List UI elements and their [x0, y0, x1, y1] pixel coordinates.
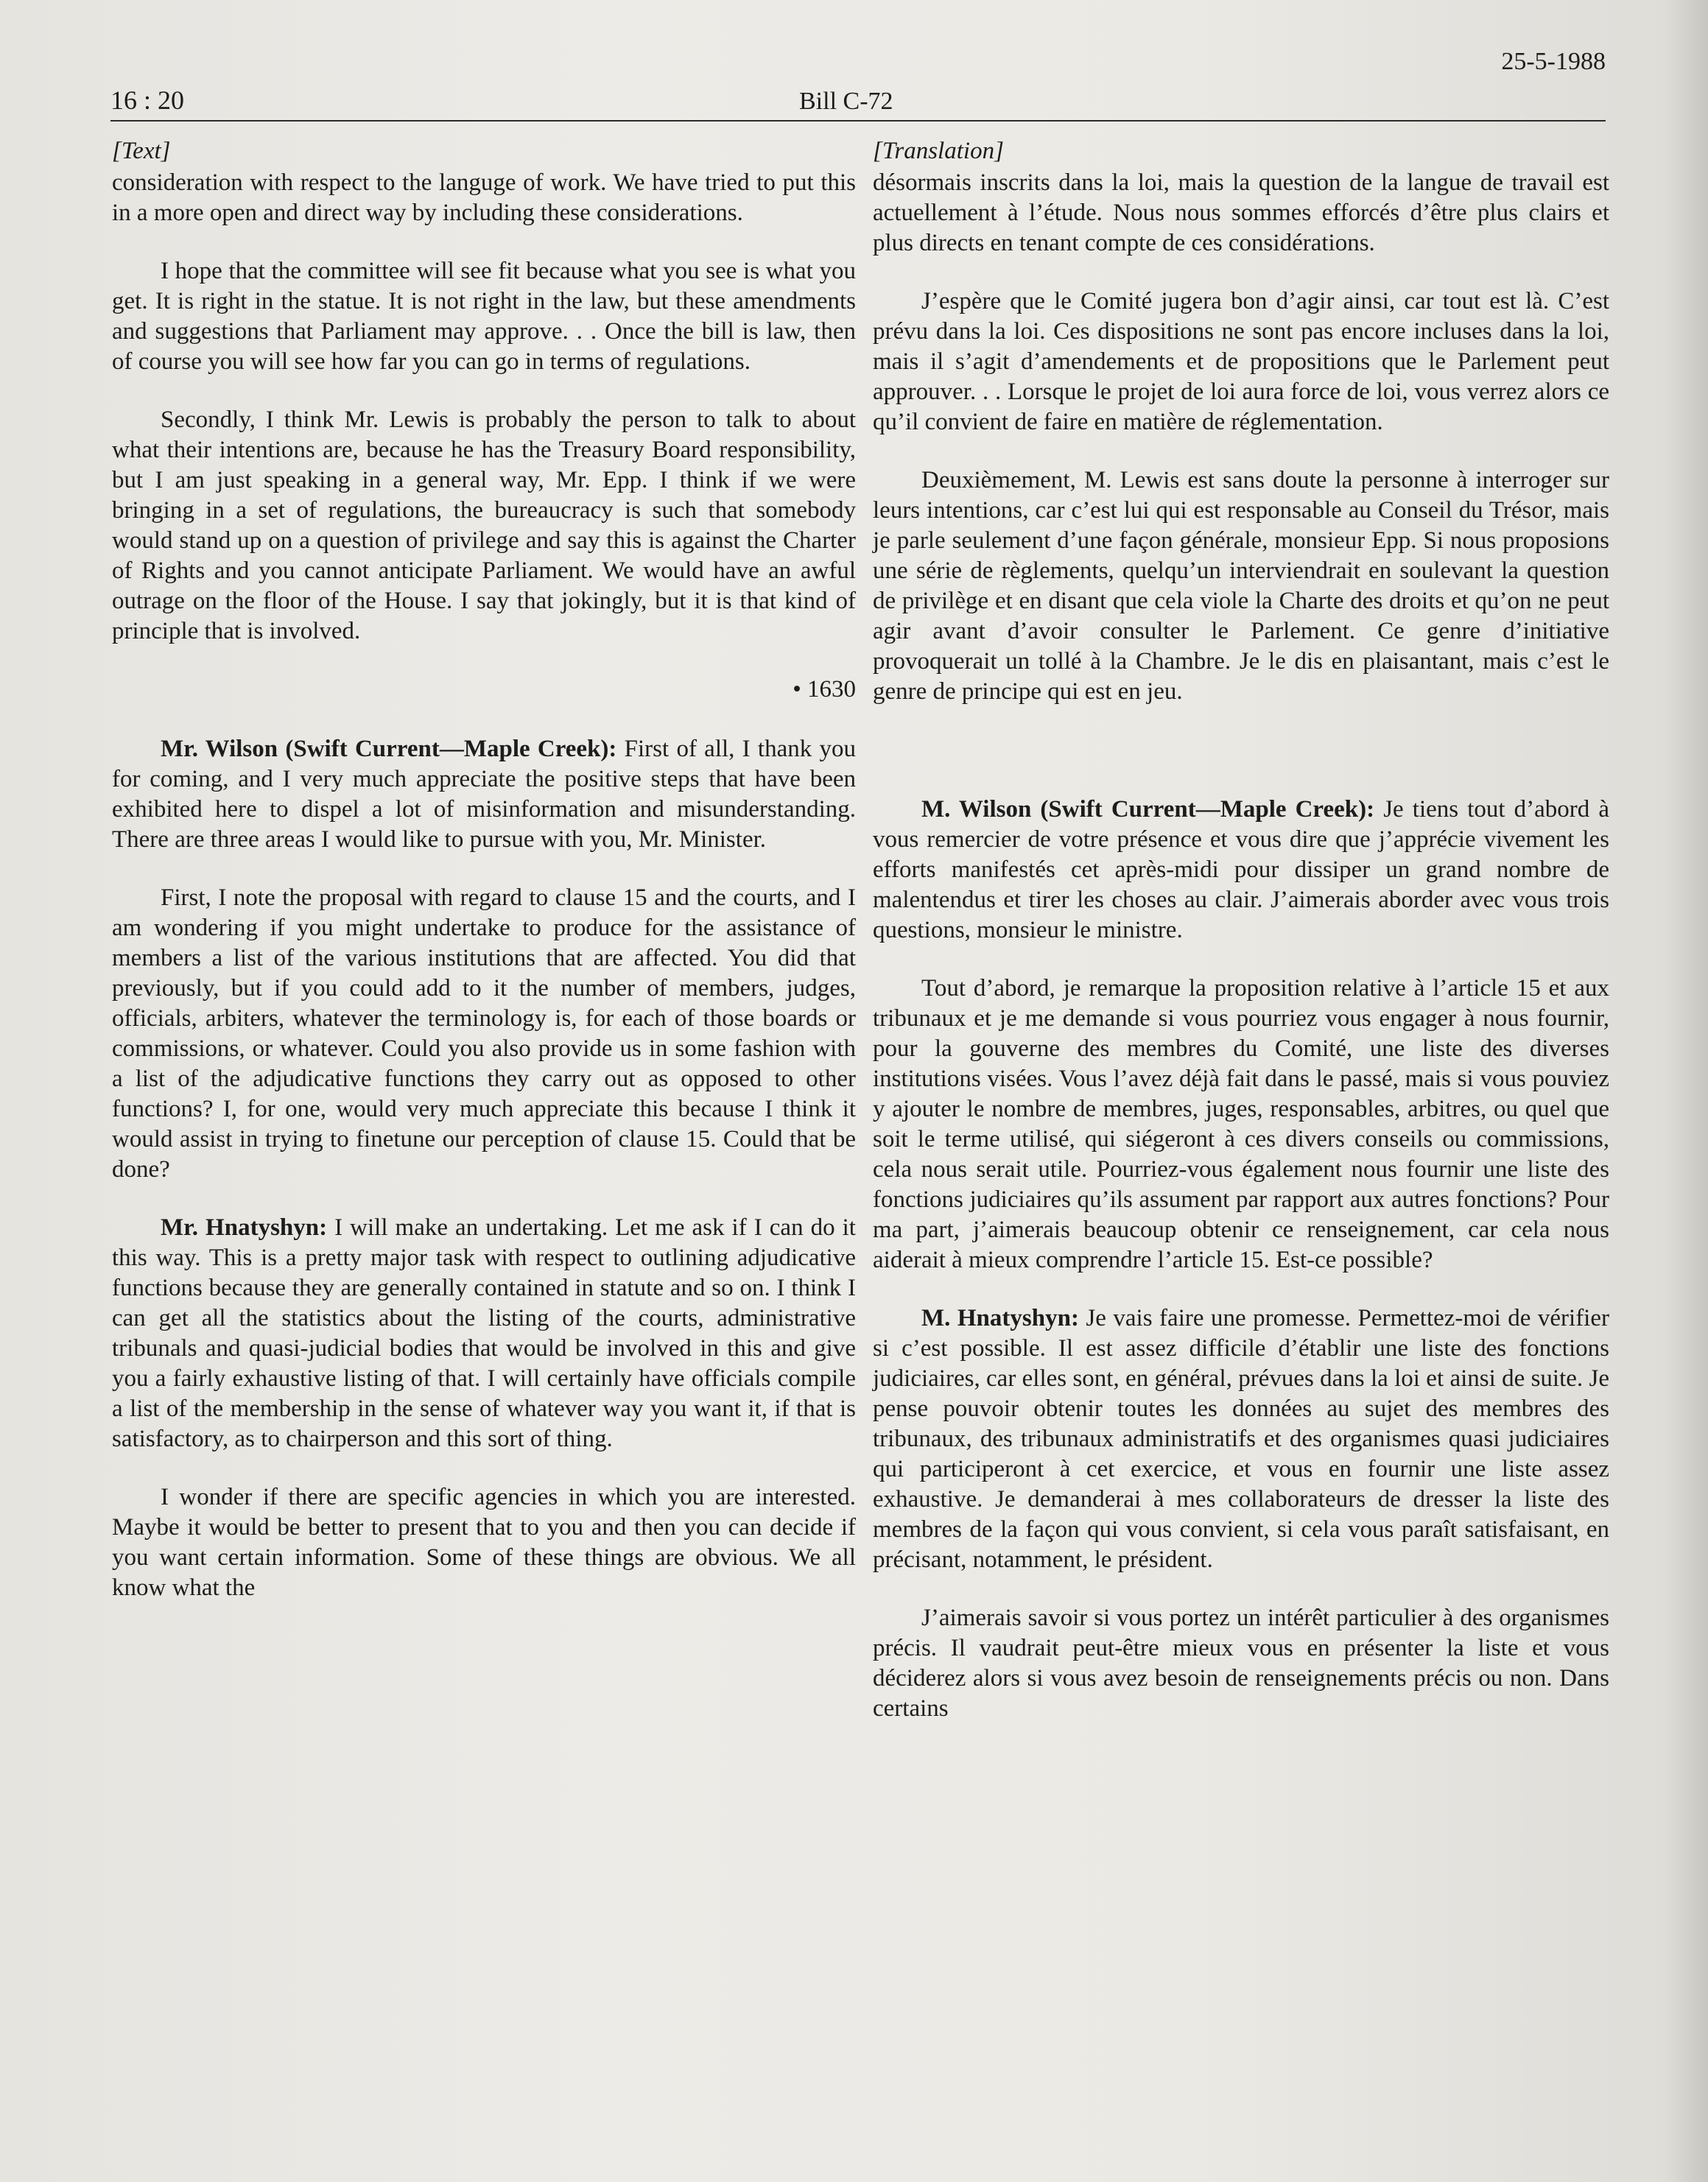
speaker-name: Mr. Wilson (Swift Current—Maple Creek): [161, 736, 617, 762]
paragraph: Tout d’abord, je remarque la proposition relative à l’article 15 et aux tribunaux et je me demande si vous pourriez vous engager à nous fournir, pour la gouverne des membres du Comité, une liste des diverses institutions visées. Vous l’avez déjà fait dans le passé, mais si vous pouviez y ajouter le nombre de membres, juges, responsables, arbitres, ou quel que soit le terme utilisé, qui siégeront à ces divers conseils ou commissions, cela nous serait utile. Pourriez-vous également nous fournir une liste des fonctions judiciaires qu’ils assument par rapport aux autres fonctions? Pour ma part, j’aimerais beaucoup obtenir ce renseignement, car cela nous aiderait à mieux comprendre l’article 15. Est-ce possible? [873, 975, 1609, 1273]
paragraph: Deuxièmement, M. Lewis est sans doute la personne à interroger sur leurs intentions, car c’est lui qui est responsable au Conseil du Trésor, mais je parle seulement d’une façon générale, monsieur Epp. Si nous proposions une série de règlements, quelqu’un interviendrait en soulevant la question de privilège et en disant que cela viole la Charte des droits et qu’on ne peut agir avant d’avoir consulter le Parlement. Ce genre d’initiative provoquerait un tollé à la Chambre. Je le dis en plaisantant, mais c’est le genre de principe qui est en jeu. [873, 467, 1609, 705]
translation-label: [Translation] [873, 138, 1004, 164]
bill-title: Bill C-72 [799, 88, 893, 115]
speech-text: Je vais faire une promesse. Permettez-moi de vérifier si c’est possible. Il est assez difficile d’établir une liste des fonctions judiciaires, car elles sont, en général, prévues dans la loi et ainsi de suite. Je pense pouvoir obtenir toutes les données au sujet des membres des tribunaux, des tribunaux administratifs et des organismes quasi judiciaires qui participeront à cet exercice, et vous en fournir une liste assez exhaustive. Je demanderai à mes collaborateurs de dresser la liste des membres de la façon qui vous convient, si cela vous paraît satisfaisant, en précisant, notamment, le président. [873, 1305, 1609, 1573]
paragraph: J’aimerais savoir si vous portez un intérêt particulier à des organismes précis. Il vaudrait peut-être mieux vous en présenter la liste et vous déciderez alors si vous avez besoin de renseignements précis ou non. Dans certains [873, 1605, 1609, 1722]
page-edge-shadow [1664, 0, 1708, 2182]
french-column [873, 136, 1609, 1752]
page-header [110, 48, 1606, 122]
speaker-name: M. Wilson (Swift Current—Maple Creek): [921, 796, 1375, 823]
paragraph: désormais inscrits dans la loi, mais la question de la langue de travail est actuellement à l’étude. Nous nous sommes efforcés d’être plus clairs et plus directs en tenant compte de ces considérations. [873, 169, 1609, 256]
paragraph: J’espère que le Comité jugera bon d’agir ainsi, car tout est là. C’est prévu dans la loi. Ces dispositions ne sont pas encore incluses dans la loi, mais il s’agit d’amendements et de propositions que le Parlement peut approuver. . . Lorsque le projet de loi aura force de loi, vous verrez alors ce qu’il convient de faire en matière de réglementation. [873, 288, 1609, 435]
speech-text: Je tiens tout d’abord à vous remercier de votre présence et vous dire que j’apprécie vivement les efforts manifestés cet après-midi pour dissiper un grand nombre de malentendus et tirer les choses au clair. J’aimerais aborder avec vous trois questions, monsieur le ministre. [873, 796, 1609, 943]
paragraph: consideration with respect to the languge of work. We have tried to put this in a more open and direct way by including these considerations. [112, 169, 856, 226]
speech-paragraph [873, 1303, 1609, 1575]
header-rule [110, 120, 1606, 122]
speaker-name: M. Hnatyshyn: [921, 1305, 1079, 1331]
page-date: 25-5-1988 [1501, 48, 1606, 75]
text-label: [Text] [112, 138, 171, 164]
paragraph: First, I note the proposal with regard to clause 15 and the courts, and I am wondering if you might undertake to produce for the assistance of members a list of the various institutions that are affected. You did that previously, but if you could add to it the number of members, judges, officials, arbiters, whatever the terminology is, for each of those boards or commissions, or whatever. Could you also provide us in some fashion with a list of the adjudicative functions they carry out as opposed to other functions? I, for one, would very much appreciate this because I think it would assist in trying to finetune our perception of clause 15. Could that be done? [112, 884, 856, 1183]
time-marker: • 1630 [793, 676, 856, 703]
speech-paragraph [873, 795, 1609, 946]
paragraph: I hope that the committee will see fit because what you see is what you get. It is right in the statue. It is not right in the law, but these amendments and suggestions that Parliament may approve. . . Once the bill is law, then of course you will see how far you can go in terms of regulations. [112, 258, 856, 375]
english-column [112, 136, 856, 1631]
speech-text: First of all, I thank you for coming, and I very much appreciate the positive steps that have been exhibited here to dispel a lot of misinformation and misunderstanding. There are three areas I would like to pursue with you, Mr. Minister. [112, 736, 856, 853]
paragraph: Secondly, I think Mr. Lewis is probably the person to talk to about what their intentions are, because he has the Treasury Board responsibility, but I am just speaking in a general way, Mr. Epp. I think if we were bringing in a set of regulations, the bureaucracy is such that somebody would stand up on a question of privilege and say this is against the Charter of Rights and you cannot anticipate Parliament. We would have an awful outrage on the floor of the House. I say that jokingly, but it is that kind of principle that is involved. [112, 407, 856, 644]
speech-paragraph [112, 1213, 856, 1454]
speaker-name: Mr. Hnatyshyn: [161, 1214, 328, 1241]
speech-text: I will make an undertaking. Let me ask if I can do it this way. This is a pretty major task with respect to outlining adjudicative functions because they are generally contained in statute and so on. I think I can get all the statistics about the listing of the courts, administrative tribunals and quasi-judicial bodies that would be involved in this and give you a fairly exhaustive listing of that. I will certainly have officials compile a list of the membership in the sense of whatever way you want it, if that is satisfactory, as to chairperson and this sort of thing. [112, 1214, 856, 1452]
speech-paragraph [112, 734, 856, 855]
paragraph: I wonder if there are specific agencies in which you are interested. Maybe it would be better to present that to you and then you can decide if you want certain information. Some of these things are obvious. We all know what the [112, 1484, 856, 1601]
page-number: 16 : 20 [110, 85, 185, 115]
